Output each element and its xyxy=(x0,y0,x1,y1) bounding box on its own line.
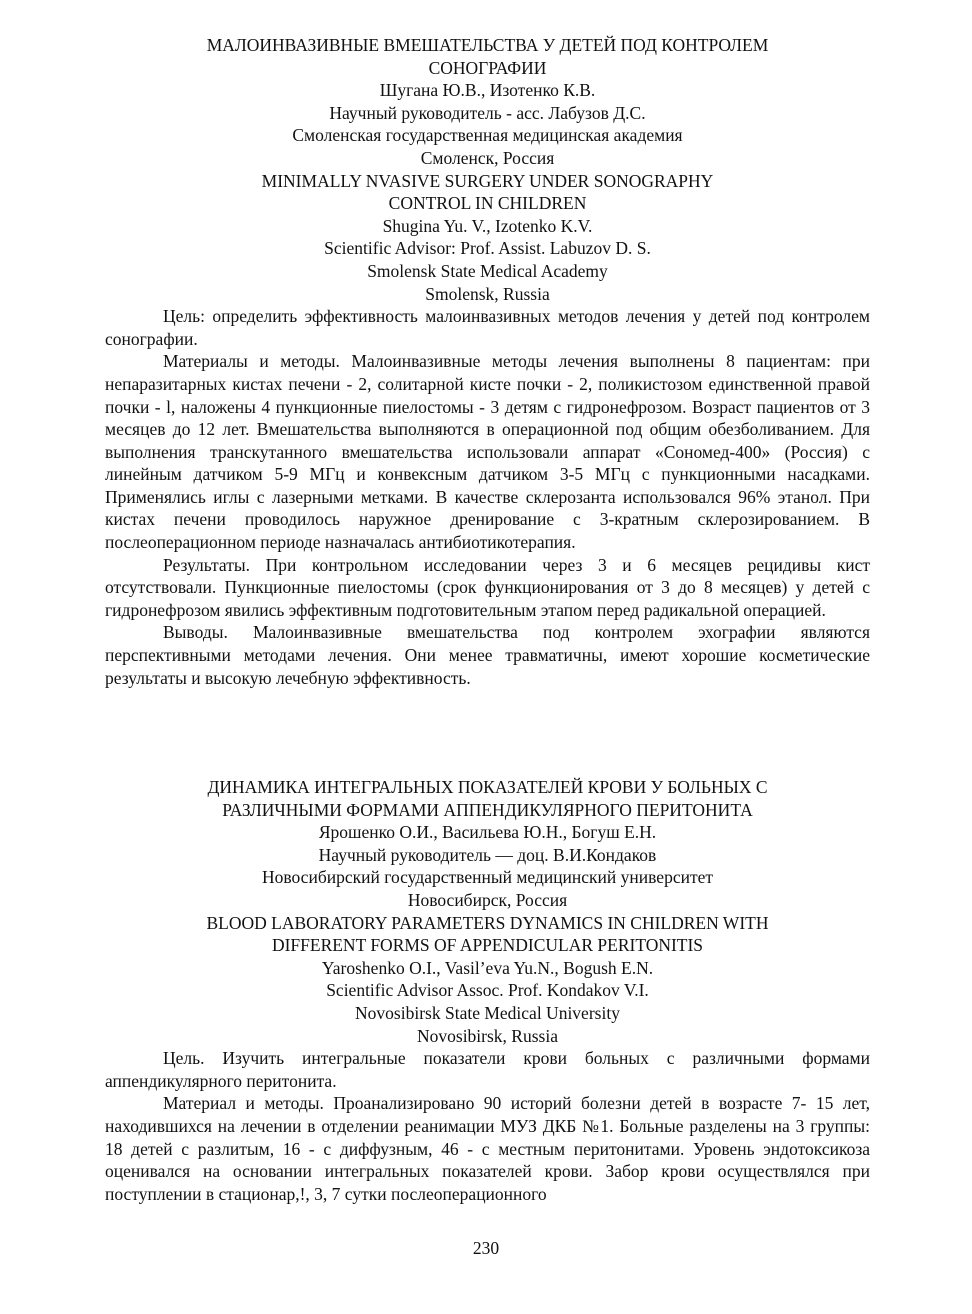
article-2-advisor-ru: Научный руководитель — доц. В.И.Кондаков xyxy=(318,844,657,865)
article-2-authors-ru: Ярошенко О.И., Васильева Ю.Н., Богуш Е.Н. xyxy=(318,822,657,843)
article-2-title-ru-line-1: ДИНАМИКА ИНТЕГРАЛЬНЫХ ПОКАЗАТЕЛЕЙ КРОВИ У БОЛЬНЫХ С xyxy=(207,777,768,797)
article-2 xyxy=(105,776,870,1205)
article-1-authors-ru: Шугана Ю.В., Изотенко К.В. xyxy=(379,80,596,101)
article-1-city-ru: Смоленск, Россия xyxy=(420,147,555,168)
article-1-paragraph-results: Результаты. При контрольном исследовании через 3 и 6 месяцев рецидивы кист отсутствовали. Пункционные пиелостомы (срок функционирования от 3 до 8 месяцев) у детей с гидронефрозом явились эффективным подготовительным этапом перед радикальной операцией. xyxy=(105,554,870,620)
article-1-title-ru-line-2: СОНОГРАФИИ xyxy=(428,57,547,78)
article-1-advisor-en: Scientific Advisor: Prof. Assist. Labuzov D. S. xyxy=(324,238,651,259)
article-1-title-ru-line-1: МАЛОИНВАЗИВНЫЕ ВМЕШАТЕЛЬСТВА У ДЕТЕЙ ПОД КОНТРОЛЕМ xyxy=(206,35,769,55)
article-1-paragraph-conclusions: Выводы. Малоинвазивные вмешательства под контролем эхографии являются перспективными методами лечения. Они менее травматичны, имеют хорошие косметические результаты и высокую лечебную эффективность. xyxy=(105,622,870,688)
article-1-paragraph-methods: Материалы и методы. Малоинвазивные методы лечения выполнены 8 пациентам: при непаразитарных кистах печени - 2, солитарной кисте почки - 2, поликистозом единственной правой почки - l, наложены 4 пункционные пиелостомы - 3 детям с гидронефрозом. Возраст пациентов от 3 месяцев до 12 лет. Вмешательства выполняются в операционной под общим обезболиванием. Для выполнения транскутанного вмешательства использовали аппарат «Сономед-400» (Россия) с линейным датчиком 5-9 МГц и конвексным датчиком 3-5 МГц с пункционными насадками. Применялись иглы с лазерными метками. В качестве склерозанта использовался 96% этанол. При кистах печени проводилось наружное дренирование с 3-кратным склерозированием. В послеоперационном периоде назначалась антибиотикотерапия. xyxy=(105,351,870,553)
article-1-institution-ru: Смоленская государственная медицинская академия xyxy=(292,125,683,146)
article-2-city-en: Novosibirsk, Russia xyxy=(417,1025,558,1046)
article-1-title-en-line-1: MINIMALLY NVASIVE SURGERY UNDER SONOGRAPHY xyxy=(261,170,714,191)
article-1-title-en-line-2: CONTROL IN CHILDREN xyxy=(388,193,587,214)
page-number: 230 xyxy=(472,1238,500,1258)
article-2-title-ru-line-2: РАЗЛИЧНЫМИ ФОРМАМИ АППЕНДИКУЛЯРНОГО ПЕРИТОНИТА xyxy=(222,799,753,820)
article-2-title-en-line-1: BLOOD LABORATORY PARAMETERS DYNAMICS IN CHILDREN WITH xyxy=(206,912,769,933)
article-2-institution-ru: Новосибирский государственный медицинский университет xyxy=(261,867,714,888)
article-2-city-ru: Новосибирск, Россия xyxy=(407,889,568,910)
article-1-paragraph-aim: Цель: определить эффективность малоинвазивных методов лечения у детей под контролем сонографии. xyxy=(105,306,870,349)
article-2-title-en-line-2: DIFFERENT FORMS OF APPENDICULAR PERITONITIS xyxy=(271,935,704,956)
article-1-advisor-ru: Научный руководитель - асс. Лабузов Д.С. xyxy=(329,102,646,123)
article-2-paragraph-aim: Цель. Изучить интегральные показатели крови больных с различными формами аппендикулярного перитонита. xyxy=(105,1048,870,1091)
article-1-authors-en: Shugina Yu. V., Izotenko K.V. xyxy=(382,215,593,236)
article-1 xyxy=(105,34,870,689)
article-2-paragraph-methods: Материал и методы. Проанализировано 90 историй болезни детей в возрасте 7- 15 лет, находившихся на лечении в отделении реанимации МУЗ ДКБ №1. Больные разделены на 3 группы: 18 детей с разлитым, 16 - с диффузным, 46 - с местным перитонитами. Уровень эндотоксикоза оценивался на основании интегральных показателей крови. Забор крови осуществлялся при поступлении в стационар,!, 3, 7 сутки послеоперационного xyxy=(105,1093,870,1204)
article-2-authors-en: Yaroshenko O.I., Vasil’eva Yu.N., Bogush E.N. xyxy=(321,957,654,978)
article-2-institution-en: Novosibirsk State Medical University xyxy=(355,1002,620,1023)
article-1-city-en: Smolensk, Russia xyxy=(425,283,550,304)
article-2-advisor-en: Scientific Advisor Assoc. Prof. Kondakov V.I. xyxy=(326,980,649,1001)
article-1-institution-en: Smolensk State Medical Academy xyxy=(367,260,608,281)
